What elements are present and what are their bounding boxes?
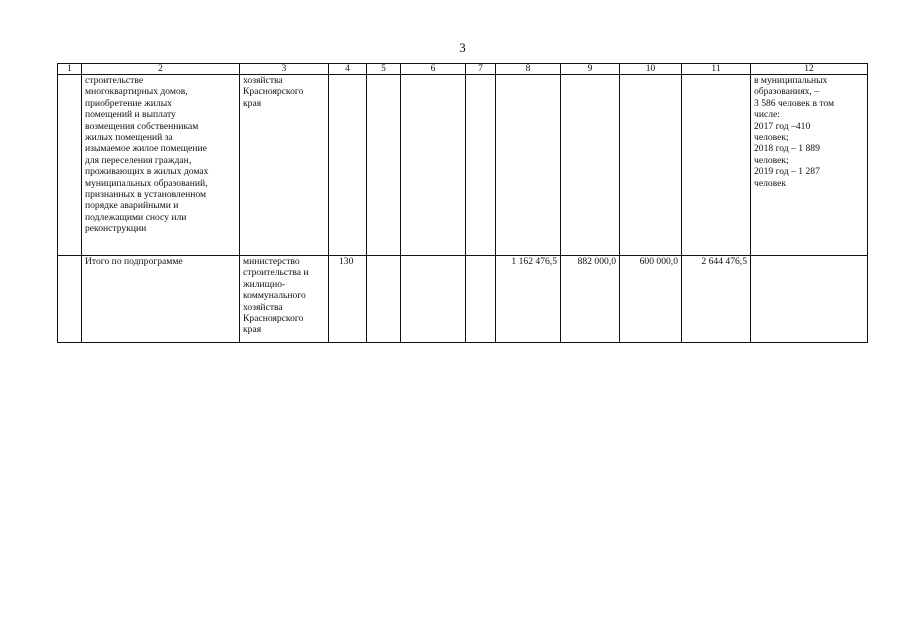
expected-result-cell: в муниципальных образованиях, – 3 586 человек в том числе: 2017 год –410 человек; 2018 год – 1 889 человек; 2019 год – 1 287 человек xyxy=(751,75,868,256)
header-row xyxy=(58,64,868,75)
table-cell xyxy=(401,256,466,343)
responsible-party-cell: хозяйства Красноярского края xyxy=(240,75,329,256)
amount-2018-cell: 882 000,0 xyxy=(561,256,620,343)
header-col-7: 7 xyxy=(466,64,496,75)
table-cell xyxy=(401,75,466,256)
table-cell xyxy=(367,256,401,343)
measure-description-cell: строительстве многоквартирных домов, приобретение жилых помещений и выплату возмещения собственникам жилых помещений за изымаемое жилое помещение для переселения граждан, проживающих в жилых домах муниципальных образований, признанных в установленном порядке аварийными и подлежащими сносу или реконструкции xyxy=(82,75,240,256)
total-label-cell: Итого по подпрограмме xyxy=(82,256,240,343)
header-col-8: 8 xyxy=(496,64,561,75)
page-number: 3 xyxy=(459,40,466,55)
header-col-9: 9 xyxy=(561,64,620,75)
table-row-total xyxy=(58,256,868,343)
table-cell xyxy=(466,75,496,256)
table-cell xyxy=(561,75,620,256)
table-cell xyxy=(751,256,868,343)
header-col-1: 1 xyxy=(58,64,82,75)
header-col-6: 6 xyxy=(401,64,466,75)
code-cell: 130 xyxy=(329,256,367,343)
table-cell xyxy=(620,75,682,256)
amount-2019-cell: 600 000,0 xyxy=(620,256,682,343)
table-cell xyxy=(58,256,82,343)
header-col-3: 3 xyxy=(240,64,329,75)
table-row xyxy=(58,75,868,256)
table-cell xyxy=(496,75,561,256)
header-col-5: 5 xyxy=(367,64,401,75)
table-cell xyxy=(329,75,367,256)
responsible-party-cell: министерство строительства и жилищно- коммунального хозяйства Красноярского края xyxy=(240,256,329,343)
table-cell xyxy=(682,75,751,256)
amount-total-cell: 2 644 476,5 xyxy=(682,256,751,343)
header-col-12: 12 xyxy=(751,64,868,75)
header-col-10: 10 xyxy=(620,64,682,75)
table-cell xyxy=(58,75,82,256)
table-cell xyxy=(466,256,496,343)
program-table xyxy=(57,63,868,343)
amount-2017-cell: 1 162 476,5 xyxy=(496,256,561,343)
header-col-2: 2 xyxy=(82,64,240,75)
header-col-11: 11 xyxy=(682,64,751,75)
header-col-4: 4 xyxy=(329,64,367,75)
table-cell xyxy=(367,75,401,256)
